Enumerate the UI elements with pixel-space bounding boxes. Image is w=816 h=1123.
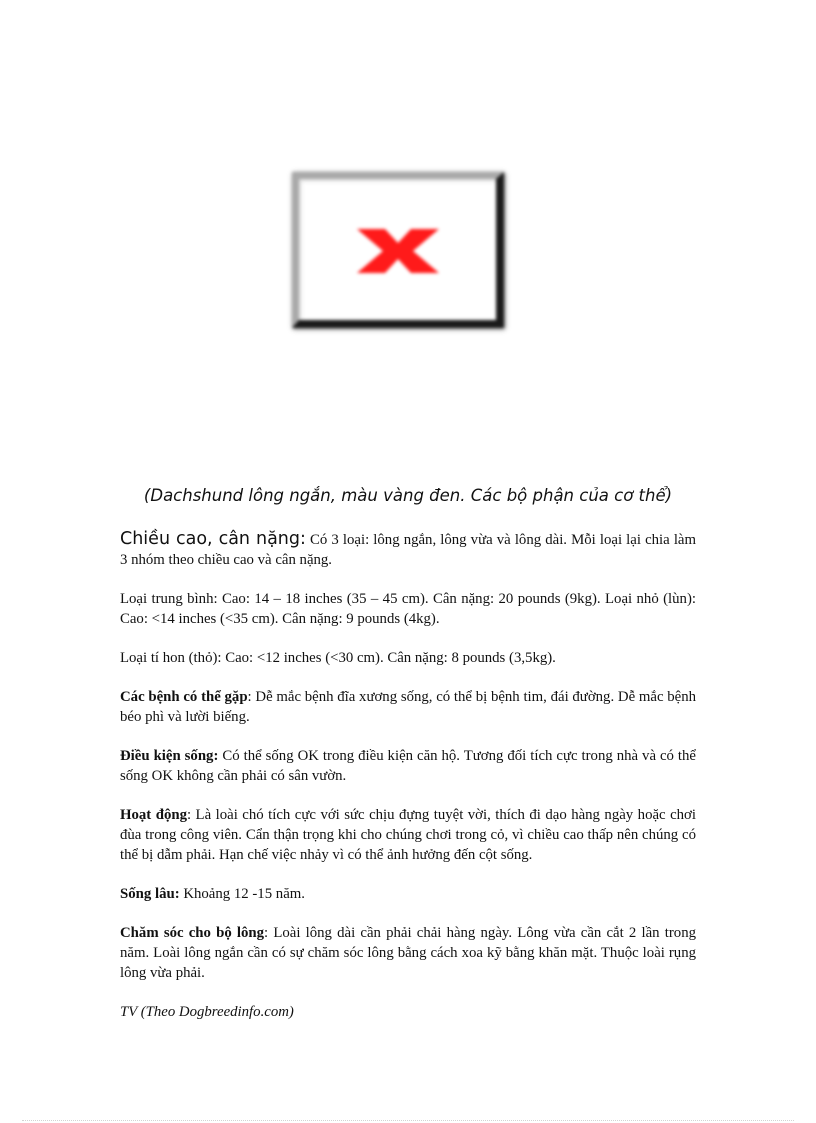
source-credit: TV (Theo Dogbreedinfo.com) <box>120 1004 294 1020</box>
activity-heading: Hoạt động <box>120 807 187 823</box>
paragraph-size <box>120 529 696 570</box>
diseases-text: : Dễ mắc bệnh đĩa xương sống, có thể bị bệnh tim, đái đường. Dễ mắc bệnh béo phì và lười biếng. <box>120 689 696 725</box>
size-text: Có 3 loại: lông ngắn, lông vừa và lông dài. Mỗi loại lại chia làm 3 nhóm theo chiều cao và cân nặng. <box>120 532 697 568</box>
broken-image-placeholder <box>292 172 504 328</box>
paragraph-living <box>120 746 696 786</box>
living-heading: Điều kiện sống: <box>120 748 219 764</box>
activity-text: : Là loài chó tích cực với sức chịu đựng tuyệt vời, thích đi dạo hàng ngày hoặc chơi đùa trong công viên. Cẩn thận trọng khi cho chúng chơi trong cỏ, vì chiều cao thấp nên chúng có thể bị dẫm phải. Hạn chế việc nhảy vì có thể ảnh hưởng đến cột sống. <box>120 807 696 863</box>
image-caption: (Dachshund lông ngắn, màu vàng đen. Các bộ phận của cơ thể) <box>143 486 673 505</box>
lifespan-heading: Sống lâu: <box>120 886 180 902</box>
size-heading: Chiều cao, cân nặng: <box>120 529 306 549</box>
paragraph-grooming <box>120 923 696 983</box>
article-body <box>120 529 696 1041</box>
lifespan-text: Khoảng 12 -15 năm. <box>179 886 305 902</box>
grooming-text: : Loài lông dài cần phải chải hàng ngày. Lông vừa cần cắt 2 lần trong năm. Loài lông ngắn cần có sự chăm sóc lông bằng cách xoa kỹ bằng khăn mặt. Thuộc loài rụng lông vừa phải. <box>120 925 696 981</box>
living-text: Có thể sống OK trong điều kiện căn hộ. Tương đối tích cực trong nhà và có thể sống OK không cần phải có sân vườn. <box>120 748 696 784</box>
paragraph-standard: Loại trung bình: Cao: 14 – 18 inches (35 – 45 cm). Cân nặng: 20 pounds (9kg). Loại nhỏ (lùn): Cao: <14 inches (<35 cm). Cân nặng: 9 pounds (4kg). <box>120 591 696 627</box>
page-bottom-divider <box>22 1120 794 1121</box>
paragraph-diseases <box>120 687 696 727</box>
grooming-heading: Chăm sóc cho bộ lông <box>120 925 265 941</box>
paragraph-lifespan <box>120 884 696 904</box>
diseases-heading: Các bệnh có thể gặp <box>120 689 248 705</box>
paragraph-activity <box>120 805 696 865</box>
paragraph-toy: Loại tí hon (thỏ): Cao: <12 inches (<30 cm). Cân nặng: 8 pounds (3,5kg). <box>120 650 556 666</box>
broken-image-x-icon <box>353 223 443 279</box>
